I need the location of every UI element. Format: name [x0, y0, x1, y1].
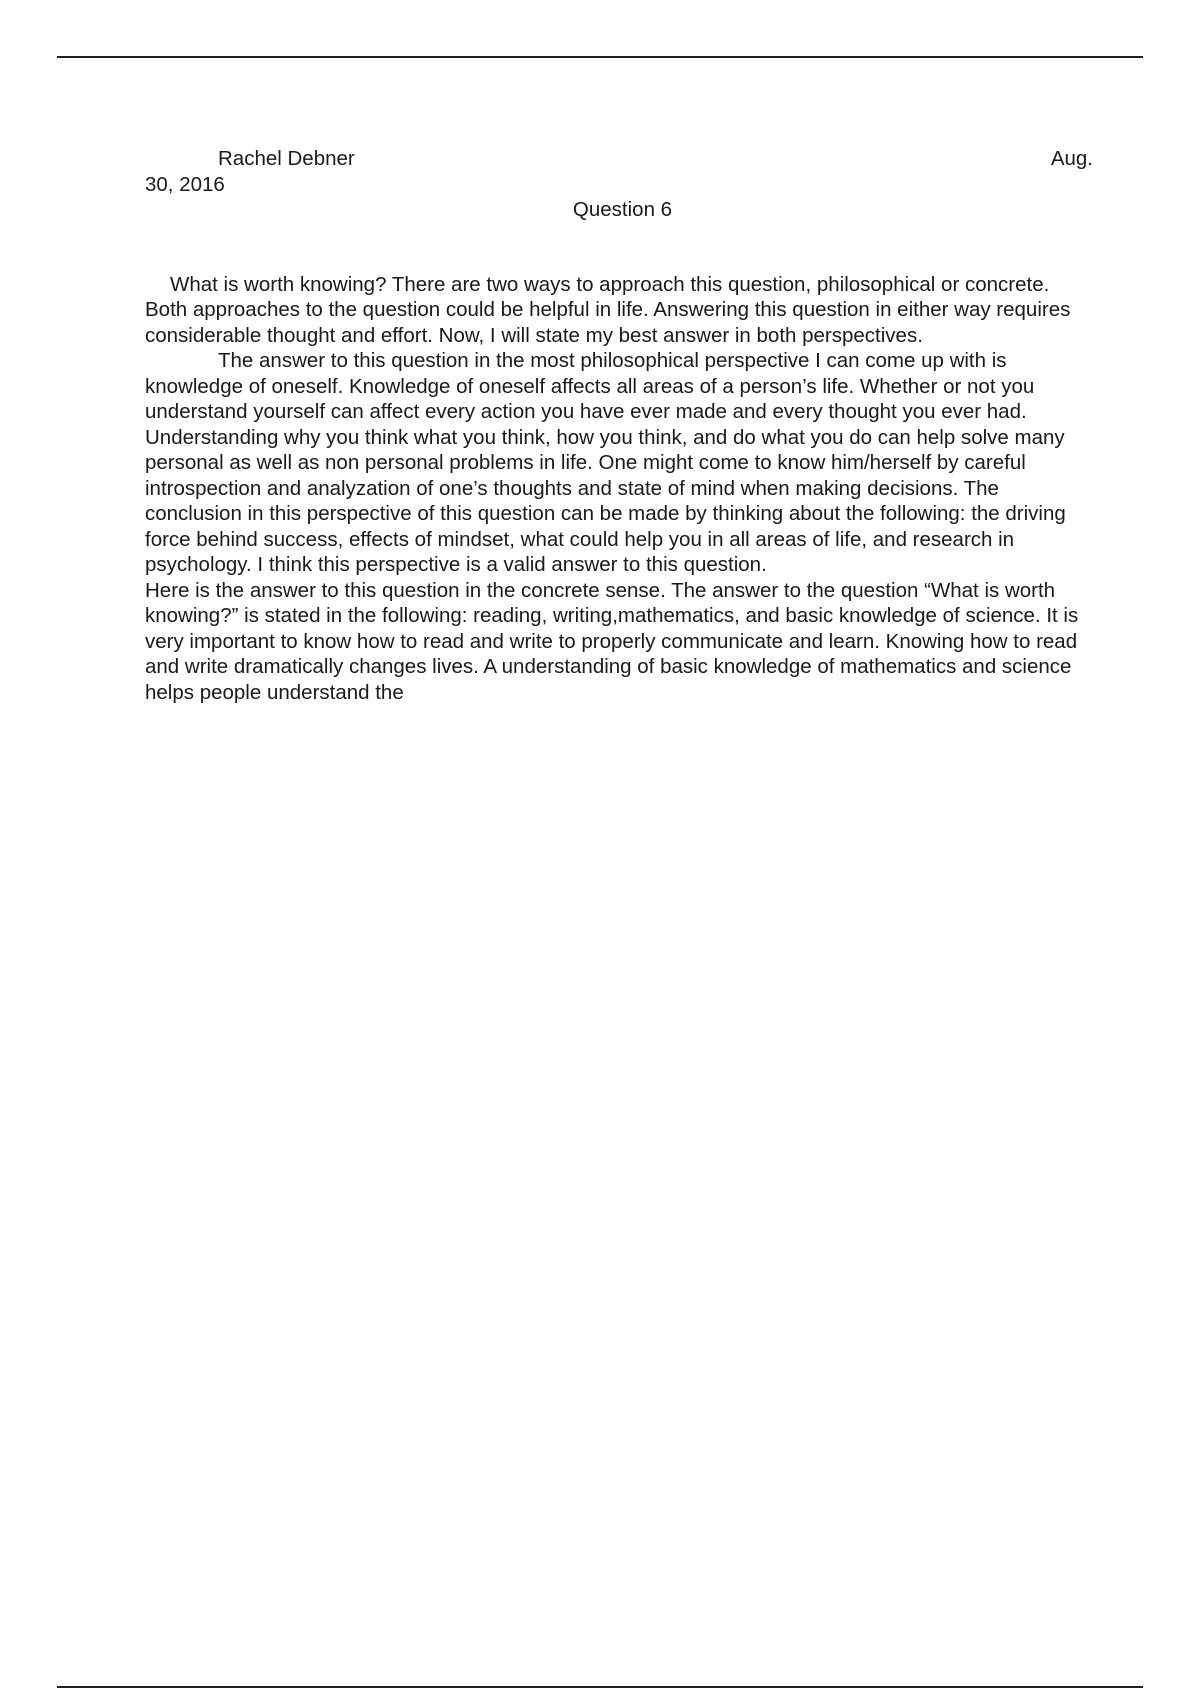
top-horizontal-rule	[57, 56, 1143, 58]
date-day-year: 30, 2016	[145, 172, 225, 196]
document-page	[145, 146, 1095, 705]
bottom-horizontal-rule	[57, 1686, 1143, 1688]
date-month: Aug.	[1050, 147, 1093, 170]
paragraph-philosophical: The answer to this question in the most philosophical perspective I can come up with is knowledge of oneself. Knowledge of oneself affects all areas of a person’s life. Whether or not you understand yourself can affect every action you have ever made and every thought you ever had. Understanding why you think what you think, how you think, and do what you do can help solve many personal as well as non personal problems in life. One might come to know him/herself by careful introspection and analyzation of one’s thoughts and state of mind when making decisions. The conclusion in this perspective of this question can be made by thinking about the following: the driving force behind success, effects of mindset, what could help you in all areas of life, and research in psychology. I think this perspective is a valid answer to this question.	[145, 349, 1066, 576]
header-line	[145, 146, 1095, 172]
paragraph-concrete: Here is the answer to this question in the concrete sense. The answer to the question “What is worth knowing?” is stated in the following: reading, writing,mathematics, and basic knowledge of science. It is very important to know how to read and write to properly communicate and learn. Knowing how to read and write dramatically changes lives. A understanding of basic knowledge of mathematics and science helps people understand the	[145, 578, 1079, 704]
author-name: Rachel Debner	[218, 147, 355, 170]
paragraph-intro: What is worth knowing? There are two ways to approach this question, philosophical or concrete. Both approaches to the question could be helpful in life. Answering this question in either way requires considerable thought and effort. Now, I will state my best answer in both perspectives.	[145, 272, 1071, 347]
document-title: Question 6	[572, 198, 673, 221]
document-body	[145, 272, 1095, 706]
